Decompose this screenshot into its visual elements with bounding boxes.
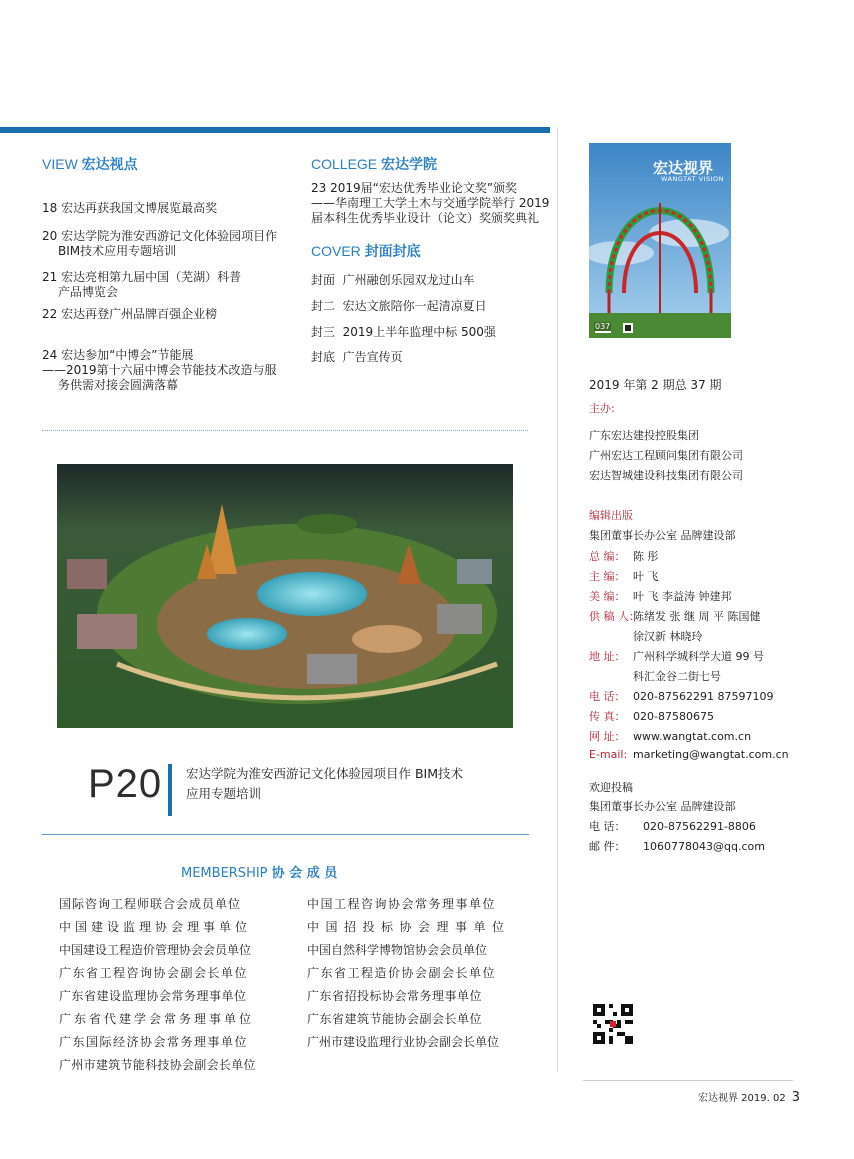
toc-item-text: ——华南理工大学土木与交通学院举行 2019 bbox=[311, 196, 550, 210]
membership-title-en: MEMBERSHIP bbox=[181, 866, 268, 881]
feature-title-line: 宏达学院为淮安西游记文化体验园项目作 BIM技术 bbox=[186, 766, 464, 781]
submit-label: 欢迎投稿 bbox=[589, 781, 633, 794]
staff-row bbox=[589, 608, 760, 624]
submit-phone: 020-87562291-8806 bbox=[643, 820, 756, 833]
sponsor-item: 广州宏达工程顾问集团有限公司 bbox=[589, 449, 743, 462]
staff-label: 电 话： bbox=[589, 690, 626, 703]
toc-item-text: ——2019第十六届中博会节能技术改造与服 bbox=[42, 363, 277, 377]
cover-title: 宏达视界 bbox=[653, 159, 714, 177]
staff-value: 徐汉新 林晓玲 bbox=[633, 630, 703, 643]
top-accent-bar bbox=[0, 127, 550, 133]
cover-item-label: 封二 bbox=[311, 299, 336, 313]
staff-label: 美 编： bbox=[589, 590, 626, 603]
footer-rule bbox=[583, 1080, 793, 1081]
membership-title bbox=[181, 862, 337, 881]
cover-item[interactable] bbox=[311, 350, 403, 365]
staff-value: 陈 彤 bbox=[633, 550, 659, 563]
magazine-cover-image[interactable] bbox=[589, 143, 731, 338]
qr-code-icon[interactable] bbox=[593, 1003, 633, 1045]
staff-value: 020-87580675 bbox=[633, 710, 714, 723]
college-title-en: COLLEGE bbox=[311, 156, 378, 172]
staff-label: 地 址： bbox=[589, 650, 626, 663]
section-divider bbox=[42, 430, 528, 431]
cover-item-text: 宏达文旅陪你一起清凉夏日 bbox=[342, 299, 487, 313]
cover-item[interactable] bbox=[311, 325, 496, 340]
membership-item: 广东省招投标协会常务理事单位 bbox=[307, 989, 483, 1003]
feature-page-number: P20 bbox=[88, 762, 163, 806]
email-link[interactable]: marketing@wangtat.com.cn bbox=[633, 748, 789, 761]
staff-row bbox=[589, 548, 659, 564]
view-title-en: VIEW bbox=[42, 156, 78, 172]
staff-row bbox=[589, 568, 659, 584]
submit-phone-row bbox=[589, 818, 756, 834]
toc-item-text: 24 宏达参加“中博会”节能展 bbox=[42, 348, 194, 362]
submit-mail-row bbox=[589, 838, 765, 854]
sponsor-item: 广东宏达建投控股集团 bbox=[589, 429, 699, 442]
membership-item: 广东省建筑节能协会副会长单位 bbox=[307, 1012, 483, 1026]
cover-top-strip bbox=[589, 143, 731, 149]
membership-item: 中国建设工程造价管理协会会员单位 bbox=[59, 943, 252, 957]
cover-title-cn: 封面封底 bbox=[364, 243, 421, 259]
toc-item-text: 18 宏达再获我国文博展览最高奖 bbox=[42, 201, 218, 215]
membership-item: 国际咨询工程师联合会成员单位 bbox=[59, 897, 242, 911]
toc-item-text: 20 宏达学院为淮安西游记文化体验园项目作 bbox=[42, 229, 278, 243]
cover-item-label: 封底 bbox=[311, 350, 336, 364]
toc-item-text: 务供需对接会圆满落幕 bbox=[58, 378, 179, 392]
column-divider bbox=[557, 127, 558, 1072]
staff-value: 科汇金谷二街七号 bbox=[633, 670, 721, 683]
submit-mail-label: 邮 件： bbox=[589, 840, 626, 853]
feature-title[interactable] bbox=[186, 764, 506, 804]
page-number: 3 bbox=[791, 1090, 800, 1105]
view-section-title bbox=[42, 154, 138, 174]
cover-item-label: 封三 bbox=[311, 325, 336, 339]
cover-item[interactable] bbox=[311, 273, 475, 288]
college-title-cn: 宏达学院 bbox=[381, 156, 438, 172]
toc-item[interactable] bbox=[42, 348, 292, 393]
toc-item[interactable] bbox=[42, 307, 292, 322]
theme-park-aerial-image bbox=[57, 464, 513, 728]
submit-mail[interactable]: 1060778043@qq.com bbox=[643, 840, 765, 853]
staff-row bbox=[589, 748, 789, 761]
toc-item-text: 23 2019届“宏达优秀毕业论文奖”颁奖 bbox=[311, 181, 518, 195]
issue-info: 2019 年第 2 期总 37 期 bbox=[589, 378, 722, 392]
feature-accent-bar bbox=[168, 764, 172, 816]
membership-title-cn: 协 会 成 员 bbox=[271, 866, 338, 881]
cover-item-text: 广告宣传页 bbox=[342, 350, 403, 364]
toc-item[interactable] bbox=[42, 229, 292, 259]
membership-left-list bbox=[59, 893, 269, 1077]
membership-item: 广东省工程咨询协会副会长单位 bbox=[59, 966, 249, 980]
membership-item: 广州市建设监理行业协会副会长单位 bbox=[307, 1035, 500, 1049]
editorial-dept: 集团董事长办公室 品牌建设部 bbox=[589, 529, 736, 542]
cover-item-label: 封面 bbox=[311, 273, 336, 287]
toc-item-text: 22 宏达再登广州品牌百强企业榜 bbox=[42, 307, 218, 321]
membership-item: 广东省代建学会常务理事单位 bbox=[59, 1012, 255, 1026]
cover-title-en: COVER bbox=[311, 243, 361, 259]
cover-subtitle: WANGTAT VISION bbox=[661, 175, 725, 183]
staff-row bbox=[589, 688, 773, 704]
cover-item-text: 广州融创乐园双龙过山车 bbox=[342, 273, 475, 287]
staff-value: 叶 飞 bbox=[633, 570, 659, 583]
staff-label: 供 稿 人： bbox=[589, 610, 640, 623]
sponsor-item: 宏达智城建设科技集团有限公司 bbox=[589, 469, 743, 482]
cover-item-text: 2019上半年监理中标 500强 bbox=[342, 325, 496, 339]
qr-code-graphic bbox=[593, 1003, 633, 1045]
page-footer bbox=[698, 1089, 800, 1105]
submit-phone-label: 电 话： bbox=[589, 820, 626, 833]
membership-item: 广东省工程造价协会副会长单位 bbox=[307, 966, 497, 980]
toc-item[interactable] bbox=[42, 270, 292, 300]
staff-row bbox=[589, 648, 764, 664]
staff-row bbox=[589, 628, 703, 644]
sponsor-label: 主办: bbox=[589, 402, 615, 415]
staff-value: 020-87562291 87597109 bbox=[633, 690, 774, 703]
staff-value: 陈绪发 张 继 周 平 陈国健 bbox=[633, 610, 761, 623]
staff-label: 网 址： bbox=[589, 730, 626, 743]
staff-label: 传 真： bbox=[589, 710, 626, 723]
website-link[interactable]: www.wangtat.com.cn bbox=[633, 730, 752, 743]
staff-label: 总 编： bbox=[589, 550, 626, 563]
membership-divider bbox=[42, 834, 529, 835]
membership-item: 中国建设监理协会理事单位 bbox=[59, 920, 252, 934]
staff-label: E-mail: bbox=[589, 748, 628, 761]
membership-item: 中国招投标协会理事单位 bbox=[307, 920, 511, 934]
toc-item-text: 产品博览会 bbox=[58, 285, 119, 299]
view-title-cn: 宏达视点 bbox=[81, 156, 138, 172]
toc-item-text: 届本科生优秀毕业设计（论文）奖颁奖典礼 bbox=[311, 211, 540, 225]
membership-right-list bbox=[307, 893, 527, 1054]
toc-item-text: BIM技术应用专题培训 bbox=[58, 244, 177, 258]
staff-row bbox=[589, 668, 721, 684]
footer-text: 宏达视界 2019. 02 bbox=[698, 1093, 786, 1104]
cover-section-title bbox=[311, 241, 421, 261]
membership-item: 中国自然科学博物馆协会会员单位 bbox=[307, 943, 488, 957]
cover-issue-number: 037 bbox=[595, 322, 611, 331]
staff-label: 主 编： bbox=[589, 570, 626, 583]
membership-item: 广东国际经济协会常务理事单位 bbox=[59, 1035, 249, 1049]
editorial-label: 编辑出版 bbox=[589, 509, 633, 522]
membership-item: 广州市建筑节能科技协会副会长单位 bbox=[59, 1058, 256, 1072]
staff-row bbox=[589, 728, 751, 744]
membership-item: 广东省建设监理协会常务理事单位 bbox=[59, 989, 247, 1003]
feature-title-line: 应用专题培训 bbox=[186, 786, 262, 801]
staff-value: 叶 飞 李益涛 钟建邦 bbox=[633, 590, 732, 603]
cover-item[interactable] bbox=[311, 299, 487, 314]
park-illustration bbox=[57, 464, 513, 728]
toc-item[interactable] bbox=[42, 201, 292, 216]
college-section-title bbox=[311, 154, 437, 174]
toc-item[interactable] bbox=[311, 181, 551, 226]
staff-row bbox=[589, 708, 714, 724]
staff-value: 广州科学城科学大道 99 号 bbox=[633, 650, 764, 663]
toc-item-text: 21 宏达亮相第九届中国（芜湖）科普 bbox=[42, 270, 242, 284]
staff-row bbox=[589, 588, 732, 604]
membership-item: 中国工程咨询协会常务理事单位 bbox=[307, 897, 497, 911]
submit-dept: 集团董事长办公室 品牌建设部 bbox=[589, 800, 736, 813]
